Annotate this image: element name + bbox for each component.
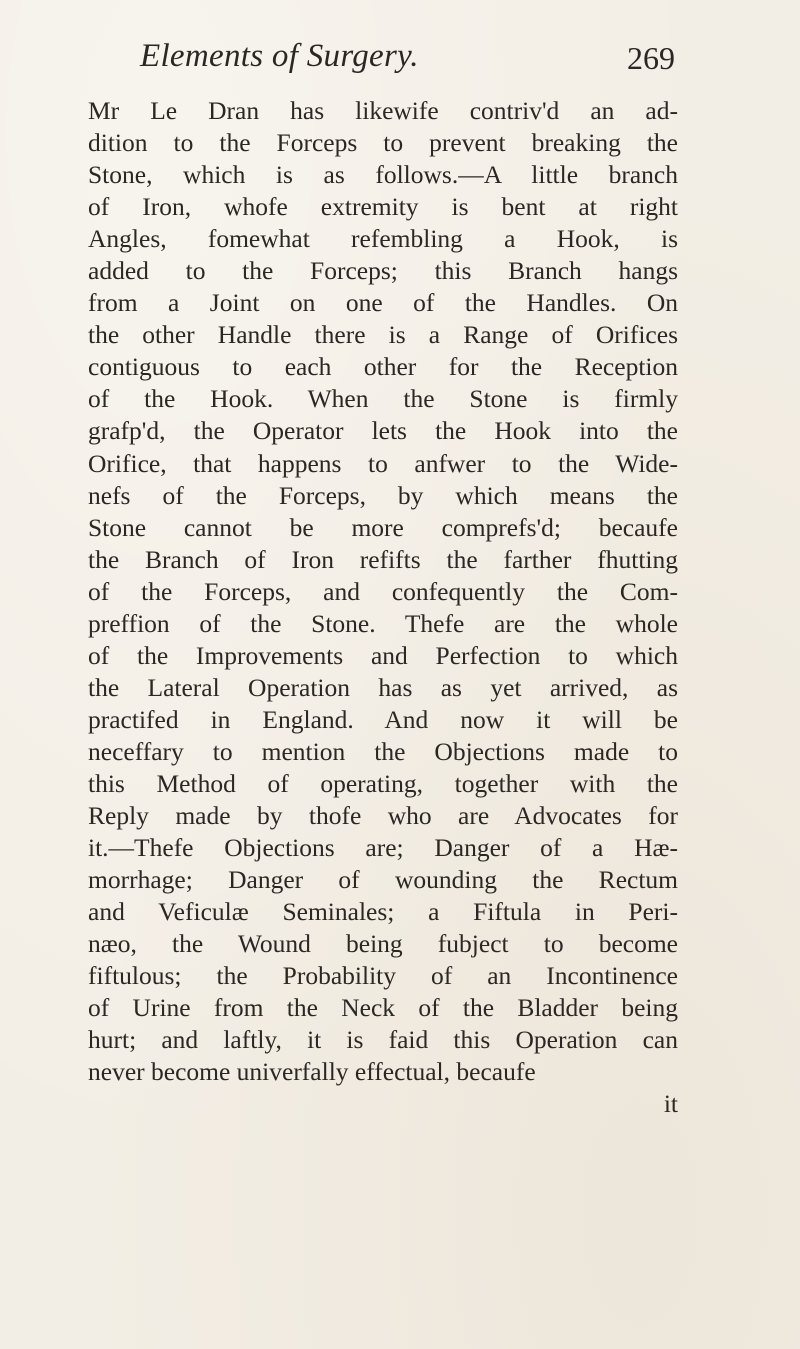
- text-line: of the Forceps, and confequently the Com-: [88, 576, 678, 606]
- text-line: morrhage; Danger of wounding the Rectum: [88, 865, 678, 895]
- text-line: this Method of operating, together with the: [88, 768, 678, 798]
- text-line: Angles, fomewhat refembling a Hook, is: [88, 224, 678, 254]
- text-line: hurt; and laftly, it is faid this Operation can: [88, 1025, 678, 1055]
- text-line: of the Hook. When the Stone is firmly: [88, 384, 678, 414]
- text-line: Stone, which is as follows.—A little branch: [88, 160, 678, 190]
- text-line: practifed in England. And now it will be: [88, 704, 678, 734]
- catchword: it: [663, 1089, 678, 1119]
- text-line: dition to the Forceps to prevent breaking the: [88, 128, 678, 158]
- text-line: it.—Thefe Objections are; Danger of a Hæ-: [88, 833, 678, 863]
- text-line: Reply made by thofe who are Advocates for: [88, 801, 678, 831]
- text-line: fiftulous; the Probability of an Incontinence: [88, 961, 678, 991]
- text-line: from a Joint on one of the Handles. On: [88, 288, 678, 318]
- text-line: the other Handle there is a Range of Orifices: [88, 320, 678, 350]
- text-line: neceffary to mention the Objections made to: [88, 736, 678, 766]
- text-line: never become univerfally effectual, becaufe: [88, 1057, 536, 1087]
- text-line: Stone cannot be more comprefs'd; becaufe: [88, 512, 678, 542]
- text-line: Orifice, that happens to anfwer to the Wide-: [88, 448, 678, 478]
- text-line: næo, the Wound being fubject to become: [88, 929, 678, 959]
- page-header: [140, 38, 675, 88]
- page-number: 269: [627, 40, 675, 76]
- text-line: preffion of the Stone. Thefe are the whole: [88, 608, 678, 638]
- text-line: the Branch of Iron refifts the farther fhutting: [88, 544, 678, 574]
- text-line: grafp'd, the Operator lets the Hook into the: [88, 416, 678, 446]
- text-line: contiguous to each other for the Reception: [88, 352, 678, 382]
- text-line: nefs of the Forceps, by which means the: [88, 480, 678, 510]
- text-line: of Urine from the Neck of the Bladder being: [88, 993, 678, 1023]
- text-line: and Veficulæ Seminales; a Fiftula in Peri-: [88, 897, 678, 927]
- text-line: added to the Forceps; this Branch hangs: [88, 256, 678, 286]
- text-line: the Lateral Operation has as yet arrived, as: [88, 672, 678, 702]
- body-text: [88, 95, 678, 1120]
- running-head: Elements of Surgery.: [140, 38, 419, 74]
- text-line: Mr Le Dran has likewife contriv'd an ad-: [88, 96, 678, 125]
- text-line: of the Improvements and Perfection to which: [88, 640, 678, 670]
- text-line: of Iron, whofe extremity is bent at right: [88, 192, 678, 222]
